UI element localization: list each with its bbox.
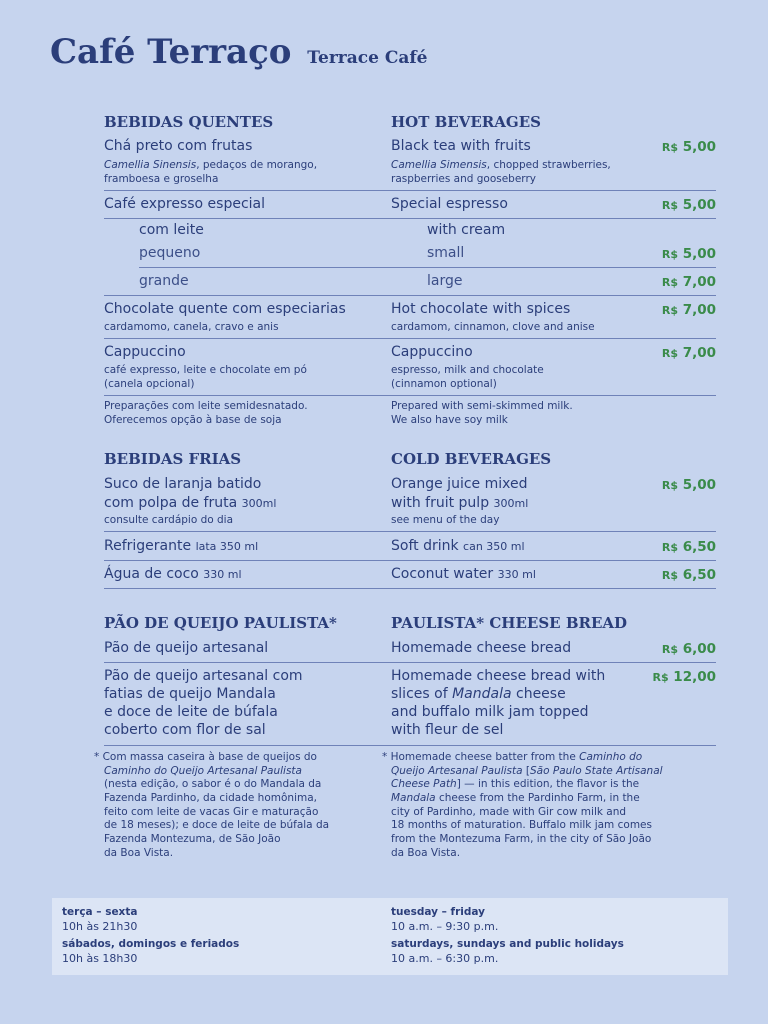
menu-item-desc-en: Camellia Simensis, chopped strawberries, (391, 159, 611, 171)
menu-item-desc-pt: framboesa e groselha (104, 173, 219, 185)
footnote-en: da Boa Vista. (391, 847, 461, 859)
footnote-pt: da Boa Vista. (104, 847, 174, 859)
menu-item-pt: Pão de queijo artesanal (104, 640, 269, 656)
menu-item-en: with fruit pulp 300ml (391, 495, 529, 511)
divider (104, 560, 716, 561)
cafe-subtitle: Terrace Café (307, 48, 428, 68)
menu-item-en: slices of Mandala cheese (391, 686, 566, 702)
hours-label-pt: sábados, domingos e feriados (62, 938, 240, 950)
footnote-pt: feito com leite de vacas Gir e maturação (104, 806, 319, 818)
price: R$ 6,50 (661, 567, 716, 583)
footnote-pt: Fazenda Pardinho, da cidade homônima, (104, 792, 317, 804)
footnote-en: Cheese Path] — in this edition, the flavor is the (391, 778, 640, 790)
divider (104, 218, 716, 219)
menu-item-en: Hot chocolate with spices (391, 301, 571, 317)
hours-time-en: 10 a.m. – 6:30 p.m. (391, 952, 499, 965)
menu-item-pt: Refrigerante lata 350 ml (104, 538, 259, 554)
section-title-cheese-en: PAULISTA* CHEESE BREAD (391, 614, 628, 632)
menu-subitem-pt: com leite (139, 222, 204, 238)
menu-item-pt: Cappuccino (104, 344, 186, 360)
menu-item-desc-pt: (canela opcional) (104, 378, 195, 390)
price: R$ 5,00 (661, 246, 716, 262)
price: R$ 6,00 (661, 641, 716, 657)
menu-item-en: Black tea with fruits (391, 138, 531, 154)
section-title-hot-en: HOT BEVERAGES (391, 113, 541, 131)
milk-note-pt: Oferecemos opção à base de soja (104, 414, 282, 426)
menu-item-pt: Chá preto com frutas (104, 138, 253, 154)
hours-time-pt: 10h às 18h30 (62, 952, 138, 965)
menu-subitem-pt: grande (139, 273, 189, 289)
menu-subitem-en: small (427, 245, 465, 261)
menu-item-desc-en: see menu of the day (391, 514, 500, 526)
menu-item-pt: Suco de laranja batido (104, 476, 262, 492)
menu-item-en: Special espresso (391, 196, 508, 212)
page-title (50, 32, 428, 72)
menu-item-desc-en: raspberries and gooseberry (391, 173, 536, 185)
footnote-pt: Fazenda Montezuma, de São João (104, 833, 281, 845)
menu-item-desc-pt: cardamomo, canela, cravo e anis (104, 321, 279, 333)
menu-item-pt: e doce de leite de búfala (104, 704, 278, 720)
menu-item-en: Orange juice mixed (391, 476, 528, 492)
menu-item-desc-en: (cinnamon optional) (391, 378, 497, 390)
cafe-title: Café Terraço (50, 32, 292, 72)
menu-item-pt: Chocolate quente com especiarias (104, 301, 346, 317)
menu-subitem-en: large (427, 273, 463, 289)
divider (104, 295, 716, 296)
divider (104, 588, 716, 589)
divider (104, 745, 716, 746)
section-title-cold-en: COLD BEVERAGES (391, 450, 552, 468)
footnote-en: * Homemade cheese batter from the Caminho do (382, 751, 643, 763)
price: R$ 7,00 (661, 302, 716, 318)
hours-label-en: saturdays, sundays and public holidays (391, 938, 624, 950)
divider (104, 395, 716, 396)
menu-item-desc-pt: consulte cardápio do dia (104, 514, 234, 526)
menu-subitem-pt: pequeno (139, 245, 201, 261)
menu-item-pt: Pão de queijo artesanal com (104, 668, 303, 684)
hours-label-pt: terça – sexta (62, 906, 138, 918)
divider (104, 662, 716, 663)
divider (104, 338, 716, 339)
milk-note-en: Prepared with semi-skimmed milk. (391, 400, 573, 412)
menu-item-pt: Água de coco 330 ml (104, 566, 242, 582)
footnote-en: Mandala cheese from the Pardinho Farm, in the (391, 792, 640, 804)
price: R$ 5,00 (661, 477, 716, 493)
hours-label-en: tuesday – friday (391, 906, 486, 918)
footnote-pt: * Com massa caseira à base de queijos do (94, 751, 317, 763)
hours-time-pt: 10h às 21h30 (62, 920, 138, 933)
section-title-hot-pt: BEBIDAS QUENTES (104, 113, 274, 131)
section-title-cold-pt: BEBIDAS FRIAS (104, 450, 242, 468)
menu-item-desc-en: cardamom, cinnamon, clove and anise (391, 321, 595, 333)
menu-item-desc-pt: Camellia Sinensis, pedaços de morango, (104, 159, 318, 171)
price: R$ 12,00 (652, 669, 716, 685)
footnote-en: from the Montezuma Farm, in the city of São João (391, 833, 652, 845)
price: R$ 7,00 (661, 345, 716, 361)
menu-item-en: Cappuccino (391, 344, 473, 360)
price: R$ 5,00 (661, 139, 716, 155)
menu-item-en: and buffalo milk jam topped (391, 704, 589, 720)
menu-item-desc-pt: café expresso, leite e chocolate em pó (104, 364, 307, 376)
price: R$ 7,00 (661, 274, 716, 290)
price: R$ 6,50 (661, 539, 716, 555)
footnote-pt: (nesta edição, o sabor é o do Mandala da (104, 778, 322, 790)
menu-item-en: Homemade cheese bread with (391, 668, 606, 684)
menu-item-pt: coberto com flor de sal (104, 722, 266, 738)
section-title-cheese-pt: PÃO DE QUEIJO PAULISTA* (104, 614, 337, 632)
divider (104, 531, 716, 532)
milk-note-en: We also have soy milk (391, 414, 508, 426)
footnote-en: Queijo Artesanal Paulista [São Paulo State Artisanal (391, 765, 663, 777)
menu-item-en: Coconut water 330 ml (391, 566, 536, 582)
menu-subitem-en: with cream (427, 222, 506, 238)
menu-item-pt: com polpa de fruta 300ml (104, 495, 277, 511)
menu-item-en: Soft drink can 350 ml (391, 538, 525, 554)
menu-item-pt: fatias de queijo Mandala (104, 686, 276, 702)
footnote-en: city of Pardinho, made with Gir cow milk and (391, 806, 627, 818)
menu-item-en: Homemade cheese bread (391, 640, 572, 656)
divider (104, 190, 716, 191)
menu-item-desc-en: espresso, milk and chocolate (391, 364, 544, 376)
menu-item-en: with fleur de sel (391, 722, 504, 738)
milk-note-pt: Preparações com leite semidesnatado. (104, 400, 308, 412)
divider (139, 267, 716, 268)
hours-time-en: 10 a.m. – 9:30 p.m. (391, 920, 499, 933)
footnote-pt: Caminho do Queijo Artesanal Paulista (104, 765, 302, 777)
price: R$ 5,00 (661, 197, 716, 213)
menu-item-pt: Café expresso especial (104, 196, 266, 212)
opening-hours-box (52, 898, 728, 975)
footnote-en: 18 months of maturation. Buffalo milk jam comes (391, 819, 652, 831)
footnote-pt: de 18 meses); e doce de leite de búfala da (104, 819, 330, 831)
